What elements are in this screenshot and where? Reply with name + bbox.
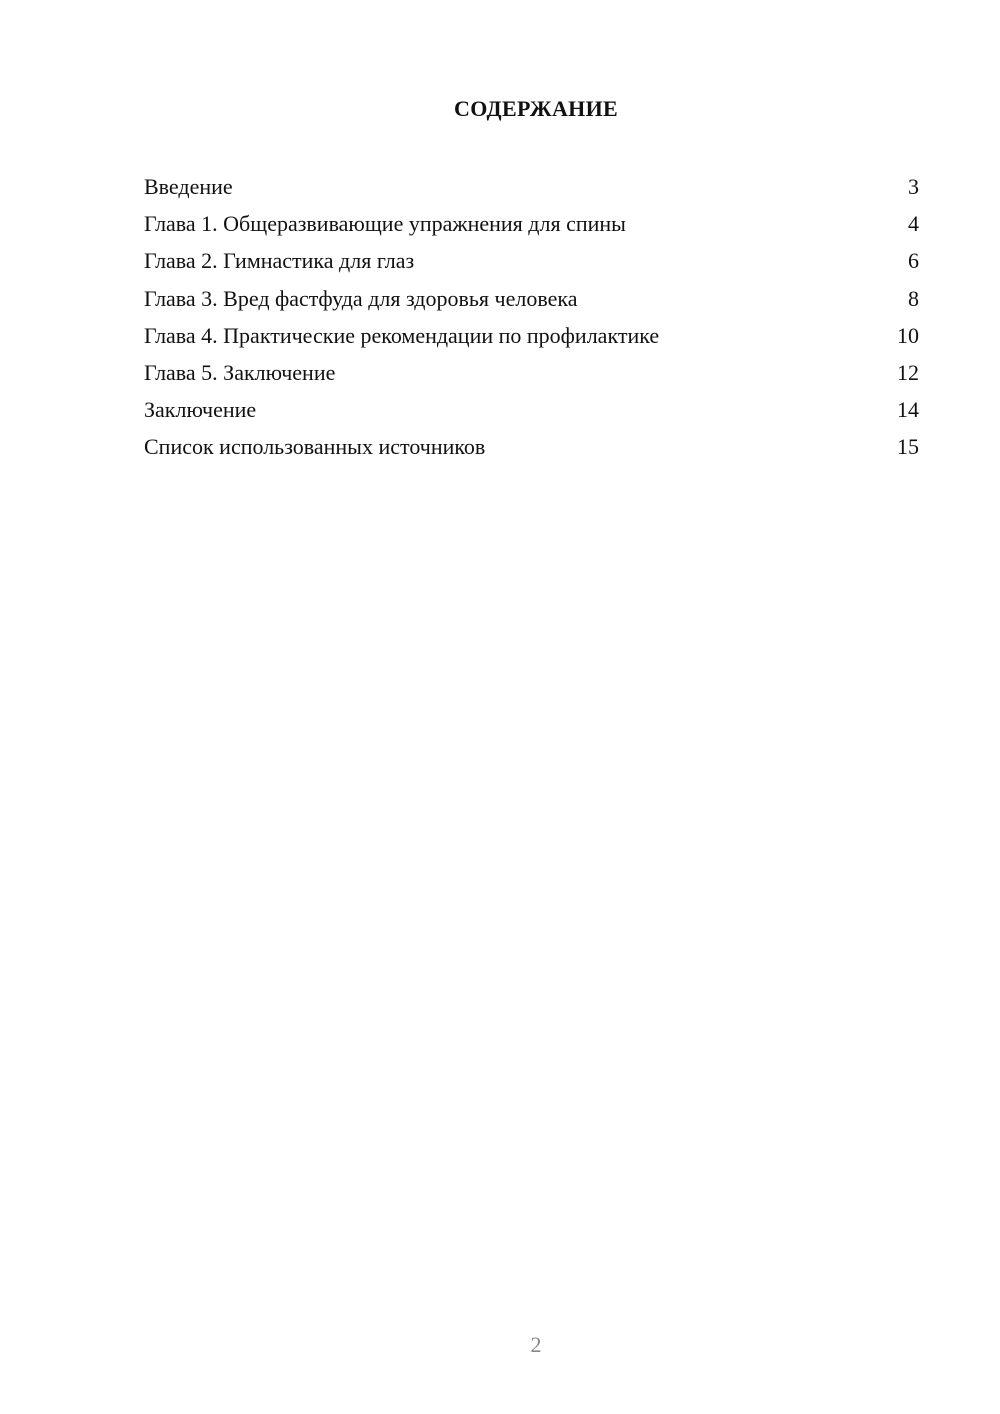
toc-entry-label: Заключение <box>144 397 257 423</box>
toc-entry-label: Глава 3. Вред фастфуда для здоровья человека <box>144 285 578 311</box>
toc-entry-label: Введение <box>144 174 233 199</box>
toc-entry-label: Глава 4. Практические рекомендации по профилактике <box>144 322 660 348</box>
toc-entry-label: Глава 5. Заключение <box>144 359 336 385</box>
toc-entry-label: Глава 2. Гимнастика для глаз <box>144 248 415 274</box>
page-number: 2 <box>530 1332 542 1357</box>
toc-entry-chapter-2[interactable] <box>144 242 919 279</box>
toc-entry-page: 4 <box>908 211 919 237</box>
toc-entry-chapter-1[interactable] <box>144 205 919 242</box>
toc-entry-chapter-5[interactable] <box>144 354 919 391</box>
toc-entry-page: 10 <box>897 322 919 348</box>
toc-entry-page: 8 <box>908 285 919 311</box>
toc-heading: СОДЕРЖАНИЕ <box>454 96 618 121</box>
toc-entry-page: 15 <box>897 434 919 460</box>
toc-entry-page: 6 <box>908 248 919 274</box>
toc-entry-introduction[interactable] <box>144 168 919 205</box>
toc-entry-label: Глава 1. Общеразвивающие упражнения для спины <box>144 211 626 237</box>
table-of-contents <box>144 168 919 466</box>
toc-entry-page: 12 <box>897 359 919 385</box>
toc-entry-page: 3 <box>908 174 919 199</box>
toc-entry-chapter-4[interactable] <box>144 317 919 354</box>
toc-entry-label: Список использованных источников <box>144 434 486 460</box>
toc-entry-references[interactable] <box>144 428 919 465</box>
toc-entry-chapter-3[interactable] <box>144 280 919 317</box>
toc-entry-page: 14 <box>897 397 919 423</box>
toc-entry-conclusion[interactable] <box>144 391 919 428</box>
